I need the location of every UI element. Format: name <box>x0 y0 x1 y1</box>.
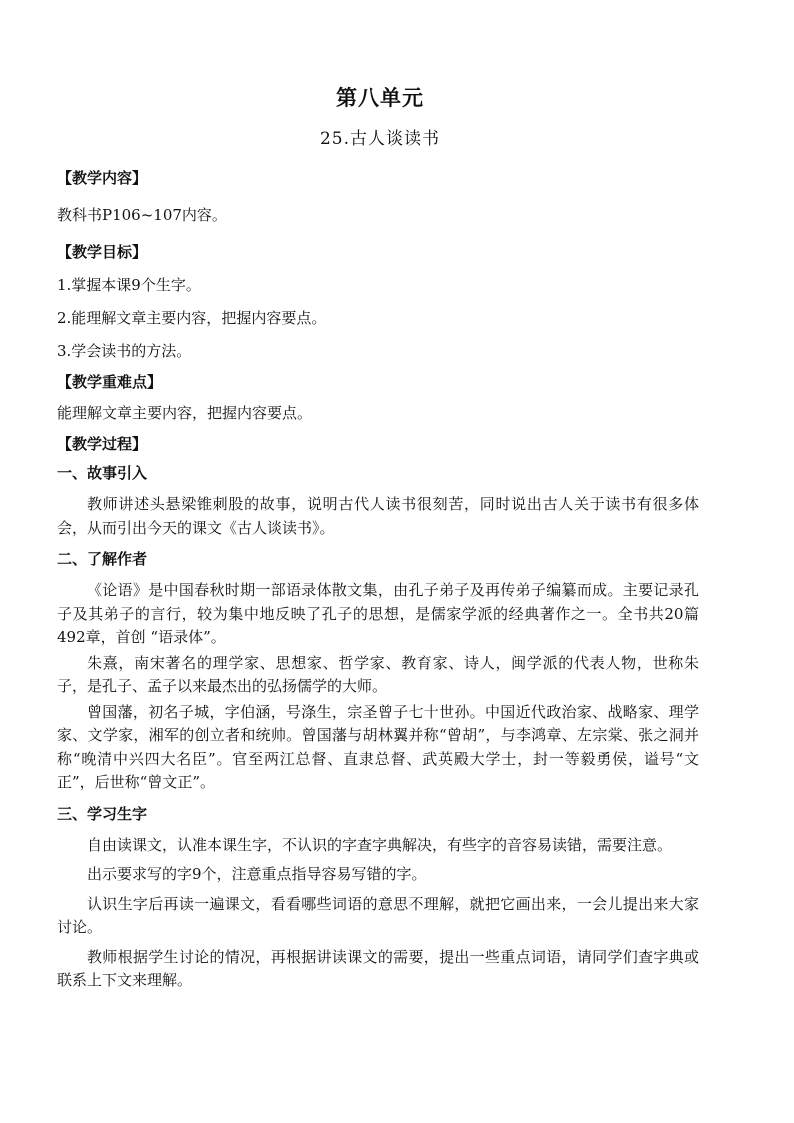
unit-title: 第八单元 <box>336 86 424 110</box>
step-paragraph: 出示要求写的字9个，注意重点指导容易写错的字。 <box>87 865 427 883</box>
step-title: 二、了解作者 <box>57 550 148 568</box>
step-paragraph: 《论语》是中国春秋时期一部语录体散文集，由孔子弟子及再传弟子编纂而成。主要记录孔子及其弟子的言行，较为集中地反映了孔子的思想，是儒家学派的经典著作之一。全书共20篇492章，首创 “语录体”。 <box>57 581 699 646</box>
step-paragraph: 教师根据学生讨论的情况，再根据讲读课文的需要，提出一些重点词语，请同学们查字典或联系上下文来理解。 <box>57 947 699 989</box>
goal-item: 2.能理解文章主要内容，把握内容要点。 <box>57 309 327 327</box>
step-paragraph: 朱熹，南宋著名的理学家、思想家、哲学家、教育家、诗人，闽学派的代表人物，世称朱子，是孔子、孟子以来最杰出的弘扬儒学的大师。 <box>57 653 699 695</box>
teaching-content-heading: 【教学内容】 <box>57 169 148 187</box>
teaching-process-heading: 【教学过程】 <box>57 435 148 453</box>
teaching-content-text: 教科书P106~107内容。 <box>57 206 227 224</box>
key-points-text: 能理解文章主要内容，把握内容要点。 <box>57 404 313 422</box>
goal-item: 3.学会读书的方法。 <box>57 342 192 360</box>
goal-item: 1.掌握本课9个生字。 <box>57 276 201 294</box>
step-title: 一、故事引入 <box>57 464 148 482</box>
teaching-goals-heading: 【教学目标】 <box>57 243 148 261</box>
key-points-heading: 【教学重难点】 <box>57 373 163 391</box>
step-paragraph: 认识生字后再读一遍课文，看看哪些词语的意思不理解，就把它画出来，一会儿提出来大家讨论。 <box>57 894 699 936</box>
step-title: 三、学习生字 <box>57 804 148 823</box>
step-paragraph: 教师讲述头悬梁锥刺股的故事，说明古代人读书很刻苦，同时说出古人关于读书有很多体会，从而引出今天的课文《古人谈读书》。 <box>57 495 699 537</box>
lesson-title: 25.古人谈读书 <box>319 129 441 149</box>
step-paragraph: 自由读课文，认准本课生字，不认识的字查字典解决，有些字的音容易读错，需要注意。 <box>87 835 673 854</box>
step-paragraph: 曾国藩，初名子城，字伯涵，号涤生，宗圣曾子七十世孙。中国近代政治家、战略家、理学家、文学家，湘军的创立者和统帅。曾国藩与胡林翼并称“曾胡”，与李鸿章、左宗棠、张之洞并称“晚清中兴四大名臣”。官至两江总督、直隶总督、武英殿大学士，封一等毅勇侯，谥号“文正”，后世称“曾文正”。 <box>57 702 699 791</box>
document-body <box>57 168 699 993</box>
